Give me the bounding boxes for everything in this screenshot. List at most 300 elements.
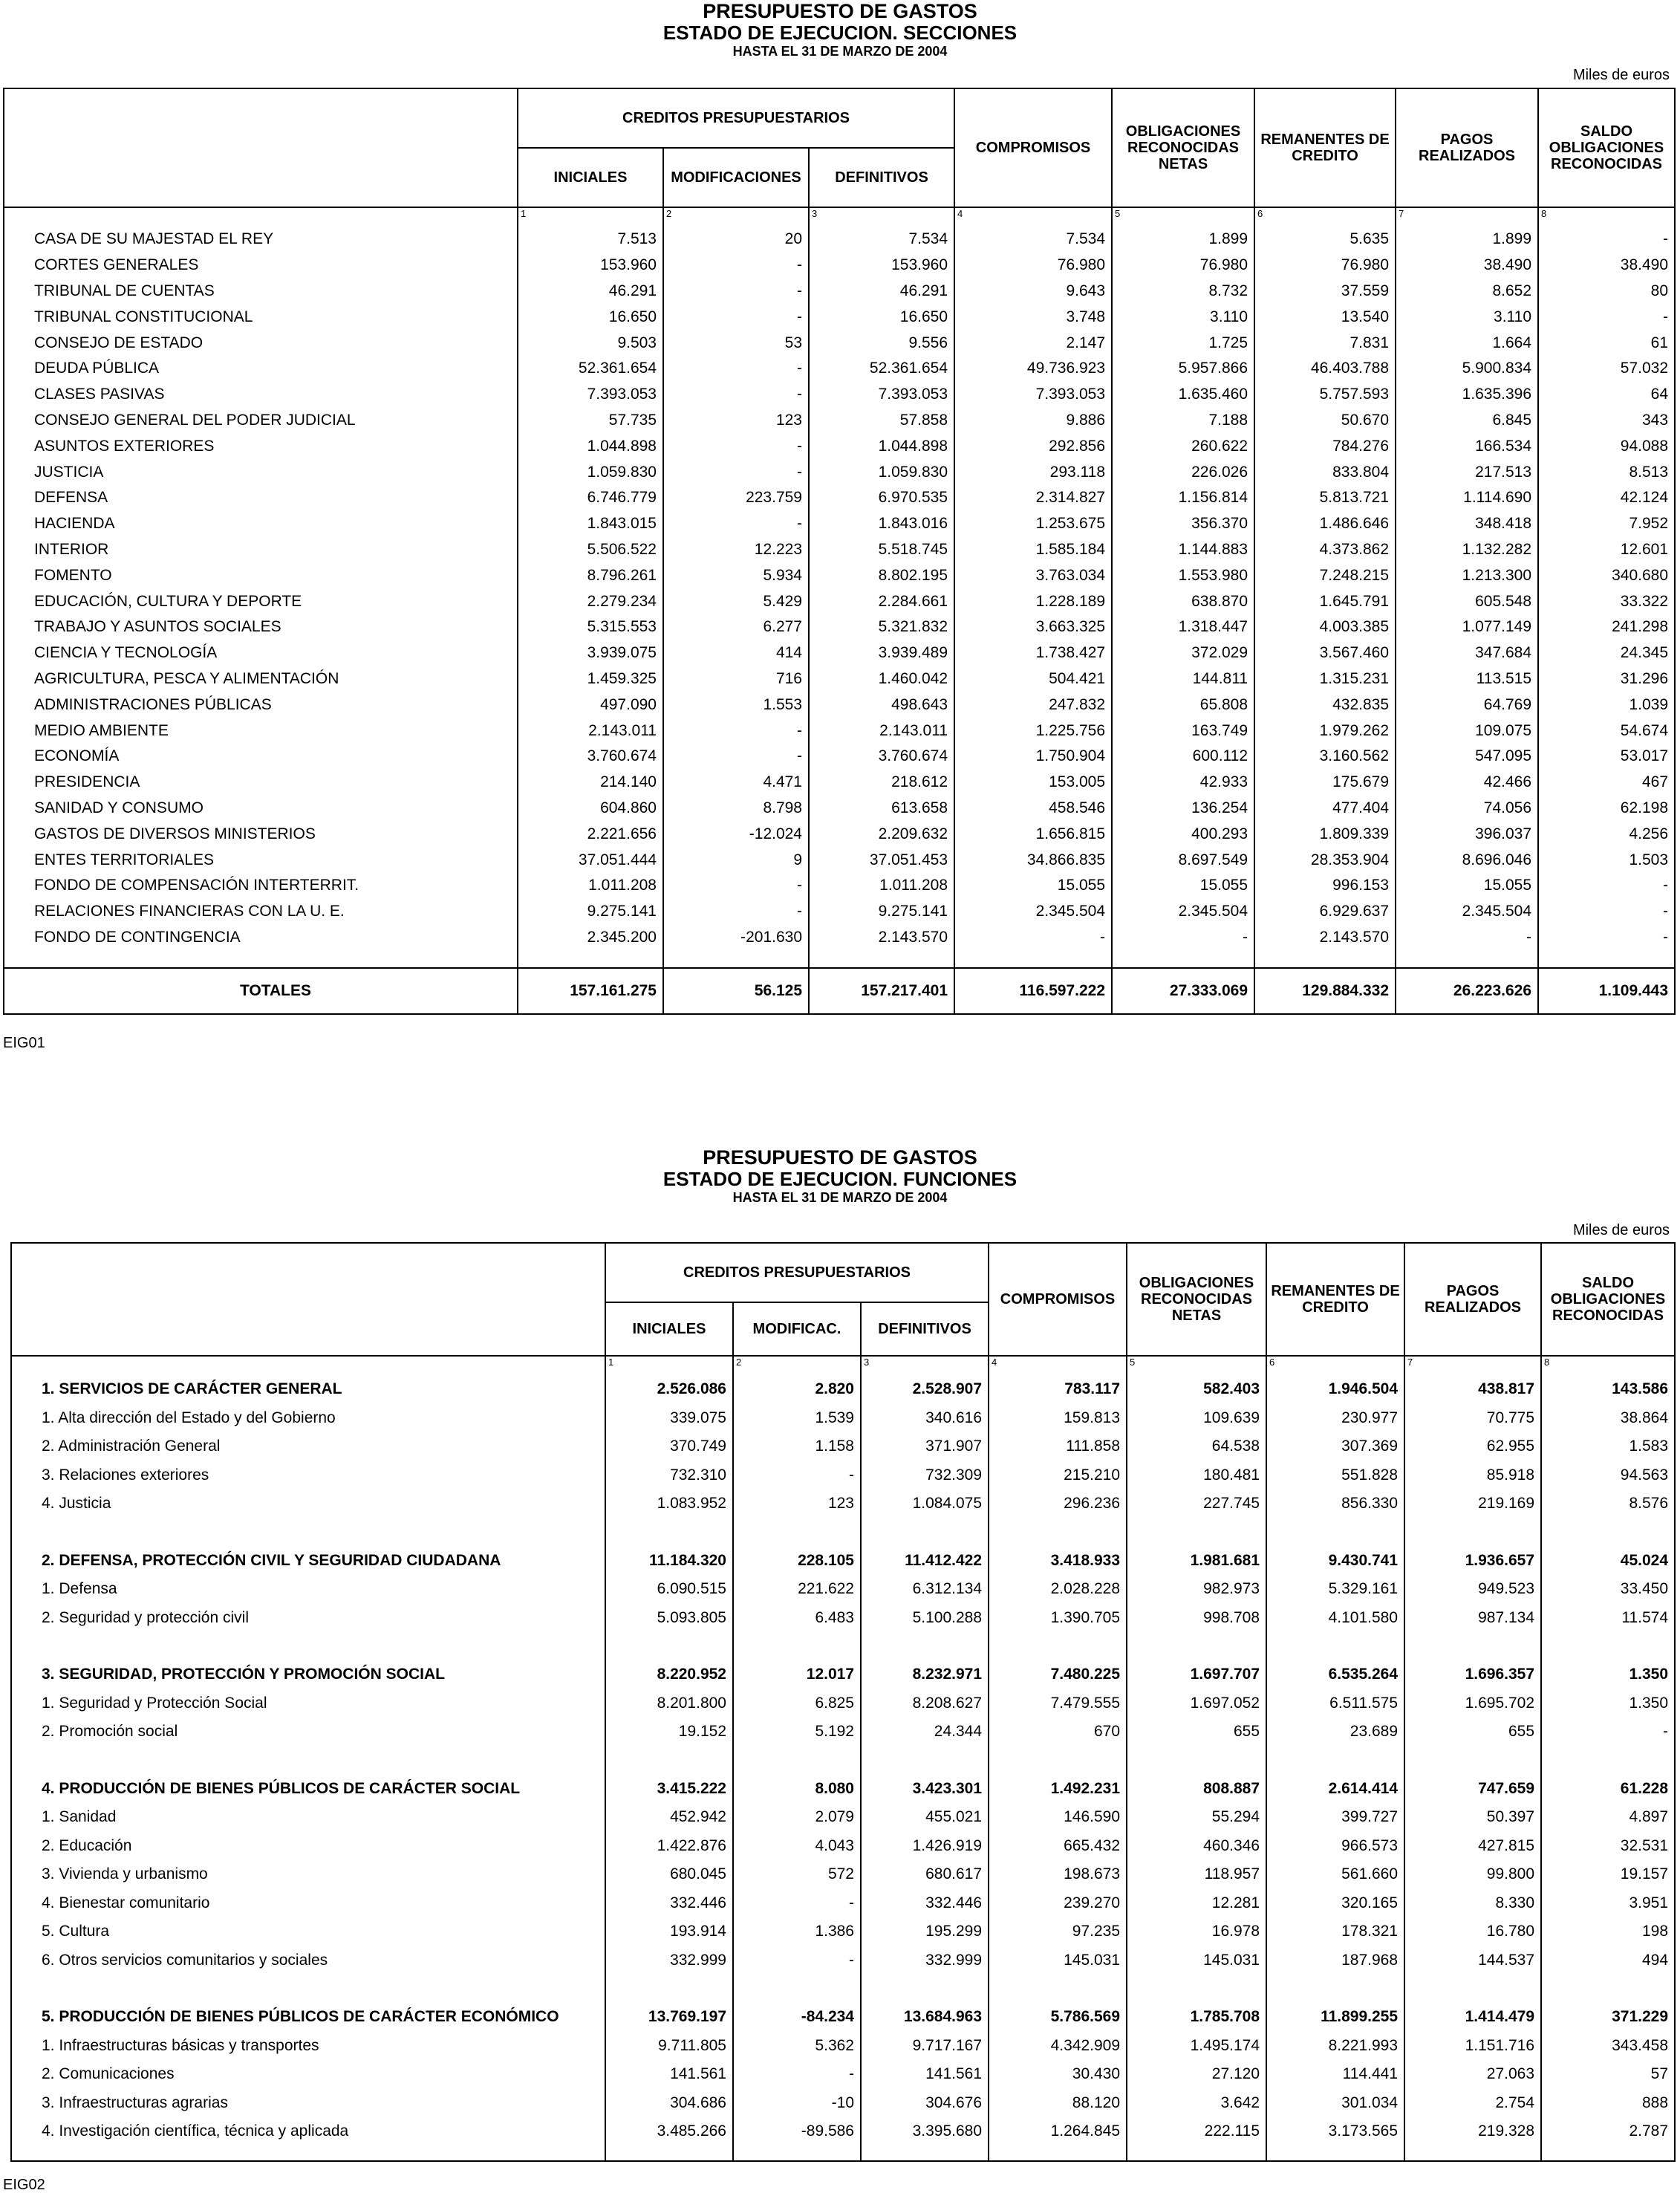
row-value: 680.045: [605, 1860, 733, 1889]
row-value: 504.421: [954, 666, 1112, 692]
row-value: 9.430.741: [1266, 1547, 1404, 1576]
row-label: CLASES PASIVAS: [4, 382, 518, 408]
row-value: 56.125: [663, 968, 809, 1014]
row-value: -: [663, 433, 809, 459]
row-value: 292.856: [954, 433, 1112, 459]
row-label: 4. Investigación científica, técnica y aplicada: [11, 2117, 605, 2146]
table-row: [4, 588, 1675, 614]
row-value: 460.346: [1127, 1832, 1266, 1861]
row-value: 46.291: [518, 279, 663, 305]
report2-header-definitivos: DEFINITIVOS: [861, 1302, 989, 1356]
row-value: 42.933: [1112, 770, 1254, 796]
column-index: 6: [1254, 207, 1396, 227]
table-row: [4, 459, 1675, 485]
row-value: 1.635.460: [1112, 382, 1254, 408]
row-value: -: [663, 253, 809, 279]
row-value: 3.173.565: [1266, 2117, 1404, 2146]
section-row: [11, 1375, 1675, 1404]
row-value: 97.235: [989, 1917, 1127, 1946]
row-value: 8.221.993: [1266, 2032, 1404, 2061]
row-value: 114.441: [1266, 2060, 1404, 2089]
report1-units: Miles de euros: [1572, 67, 1670, 83]
row-value: 6.845: [1396, 408, 1538, 434]
row-value: 2.079: [733, 1803, 861, 1832]
row-value: 57.032: [1538, 356, 1675, 382]
row-value: 3.939.489: [809, 640, 954, 666]
row-value: 655: [1127, 1718, 1266, 1747]
row-value: 438.817: [1404, 1375, 1541, 1404]
row-label: CASA DE SU MAJESTAD EL REY: [4, 227, 518, 253]
spacer-cell: [4, 950, 518, 968]
row-value: 31.296: [1538, 666, 1675, 692]
row-value: 61.228: [1541, 1775, 1675, 1804]
row-value: 19.152: [605, 1718, 733, 1747]
report2-header-blank: [11, 1243, 605, 1356]
row-value: 396.037: [1396, 821, 1538, 847]
index-blank: [11, 1356, 605, 1375]
row-label: 5. PRODUCCIÓN DE BIENES PÚBLICOS DE CARÁCTER ECONÓMICO: [11, 2003, 605, 2032]
spacer-cell: [1541, 1518, 1675, 1547]
report2-header-obligaciones: OBLIGACIONES RECONOCIDAS NETAS: [1127, 1243, 1266, 1356]
spacer-cell: [1541, 1975, 1675, 2003]
row-value: 452.942: [605, 1803, 733, 1832]
report1-header-blank: [4, 88, 518, 207]
row-value: 400.293: [1112, 821, 1254, 847]
row-value: 370.749: [605, 1432, 733, 1461]
row-value: 340.616: [861, 1404, 989, 1433]
spacer-cell: [605, 2146, 733, 2161]
row-value: 808.887: [1127, 1775, 1266, 1804]
row-value: 219.328: [1404, 2117, 1541, 2146]
row-label: 1. Defensa: [11, 1575, 605, 1604]
spacer-cell: [605, 1518, 733, 1547]
row-label: 4. Justicia: [11, 1490, 605, 1518]
row-value: 1.843.015: [518, 511, 663, 537]
table-row: [4, 279, 1675, 305]
row-value: 1.503: [1538, 847, 1675, 873]
row-value: 9.556: [809, 330, 954, 356]
row-label: DEFENSA: [4, 485, 518, 511]
row-value: 11.412.422: [861, 1547, 989, 1576]
row-value: 348.418: [1396, 511, 1538, 537]
row-label: 3. Vivienda y urbanismo: [11, 1860, 605, 1889]
row-value: 12.017: [733, 1660, 861, 1689]
row-value: 2.754: [1404, 2089, 1541, 2118]
report1-header-remanentes: REMANENTES DE CREDITO: [1254, 88, 1396, 207]
spacer-cell: [1127, 1518, 1266, 1547]
row-value: 5.429: [663, 588, 809, 614]
row-value: 33.322: [1538, 588, 1675, 614]
row-value: 37.051.444: [518, 847, 663, 873]
row-label: 1. Alta dirección del Estado y del Gobierno: [11, 1404, 605, 1433]
row-value: 7.534: [809, 227, 954, 253]
row-value: 9.275.141: [518, 899, 663, 925]
row-value: 221.622: [733, 1575, 861, 1604]
row-value: 260.622: [1112, 433, 1254, 459]
report2-title-block: [0, 1146, 1680, 1206]
row-value: 5.900.834: [1396, 356, 1538, 382]
spacer-cell: [1541, 1747, 1675, 1775]
row-value: 9.503: [518, 330, 663, 356]
row-value: 432.835: [1254, 692, 1396, 718]
row-value: 4.003.385: [1254, 614, 1396, 640]
spacer-cell: [861, 1518, 989, 1547]
spacer-cell: [663, 950, 809, 968]
row-value: 551.828: [1266, 1461, 1404, 1490]
report2-header-compromisos: COMPROMISOS: [989, 1243, 1127, 1356]
row-value: 38.864: [1541, 1404, 1675, 1433]
row-value: 1.213.300: [1396, 562, 1538, 588]
report1-table: [3, 88, 1676, 1015]
spacer-cell: [605, 1975, 733, 2003]
spacer-cell: [861, 1975, 989, 2003]
row-value: 88.120: [989, 2089, 1127, 2118]
row-value: 477.404: [1254, 796, 1396, 822]
row-label: CONSEJO DE ESTADO: [4, 330, 518, 356]
row-label: ASUNTOS EXTERIORES: [4, 433, 518, 459]
column-index: 4: [989, 1356, 1127, 1375]
row-value: 53: [663, 330, 809, 356]
row-value: 1.656.815: [954, 821, 1112, 847]
row-value: 1.664: [1396, 330, 1538, 356]
table-row: [4, 227, 1675, 253]
row-value: 57.735: [518, 408, 663, 434]
table-row: [11, 2089, 1675, 2118]
row-value: 561.660: [1266, 1860, 1404, 1889]
row-value: 2.820: [733, 1375, 861, 1404]
column-index: 7: [1404, 1356, 1541, 1375]
totals-row: [4, 968, 1675, 1014]
table-row: [4, 253, 1675, 279]
row-value: 15.055: [1396, 873, 1538, 899]
row-label: CONSEJO GENERAL DEL PODER JUDICIAL: [4, 408, 518, 434]
spacer-cell: [11, 1518, 605, 1547]
row-value: 198: [1541, 1917, 1675, 1946]
row-value: 7.248.215: [1254, 562, 1396, 588]
row-value: 9.711.805: [605, 2032, 733, 2061]
row-value: 371.907: [861, 1432, 989, 1461]
row-value: 11.184.320: [605, 1547, 733, 1576]
spacer-cell: [11, 1747, 605, 1775]
row-value: 1.158: [733, 1432, 861, 1461]
spacer-cell: [989, 2146, 1127, 2161]
row-value: 20: [663, 227, 809, 253]
row-value: 2.221.656: [518, 821, 663, 847]
row-value: 604.860: [518, 796, 663, 822]
spacer-cell: [1404, 1747, 1541, 1775]
row-value: 320.165: [1266, 1889, 1404, 1918]
row-value: 34.866.835: [954, 847, 1112, 873]
row-label: FOMENTO: [4, 562, 518, 588]
column-index: 2: [733, 1356, 861, 1375]
row-value: 141.561: [861, 2060, 989, 2089]
row-value: -12.024: [663, 821, 809, 847]
row-value: 2.787: [1541, 2117, 1675, 2146]
table-row: [11, 1946, 1675, 1975]
row-value: 111.858: [989, 1432, 1127, 1461]
row-value: 6.312.134: [861, 1575, 989, 1604]
row-value: 1.390.705: [989, 1604, 1127, 1633]
row-value: 198.673: [989, 1860, 1127, 1889]
row-value: 46.291: [809, 279, 954, 305]
group-spacer: [11, 1975, 1675, 2003]
column-index: 1: [518, 207, 663, 227]
row-label: 1. Infraestructuras básicas y transportes: [11, 2032, 605, 2061]
row-value: 8.732: [1112, 279, 1254, 305]
row-value: 52.361.654: [518, 356, 663, 382]
row-value: 8.802.195: [809, 562, 954, 588]
row-label: EDUCACIÓN, CULTURA Y DEPORTE: [4, 588, 518, 614]
row-value: 6.746.779: [518, 485, 663, 511]
row-value: 76.980: [954, 253, 1112, 279]
column-index: 3: [809, 207, 954, 227]
row-value: 1.422.876: [605, 1832, 733, 1861]
row-value: 332.446: [605, 1889, 733, 1918]
spacer-cell: [1404, 1975, 1541, 2003]
row-value: 888: [1541, 2089, 1675, 2118]
row-value: -201.630: [663, 925, 809, 951]
report1-header-definitivos: DEFINITIVOS: [809, 148, 954, 207]
row-value: 1.083.952: [605, 1490, 733, 1518]
row-value: 732.310: [605, 1461, 733, 1490]
row-label: HACIENDA: [4, 511, 518, 537]
report1-header-saldo: SALDO OBLIGACIONES RECONOCIDAS: [1538, 88, 1675, 207]
row-value: 116.597.222: [954, 968, 1112, 1014]
row-value: 1.350: [1541, 1689, 1675, 1718]
row-value: 54.674: [1538, 718, 1675, 744]
column-index: 4: [954, 207, 1112, 227]
row-value: 13.540: [1254, 304, 1396, 330]
row-value: 144.537: [1404, 1946, 1541, 1975]
row-value: 3.423.301: [861, 1775, 989, 1804]
row-value: 6.825: [733, 1689, 861, 1718]
row-value: 332.446: [861, 1889, 989, 1918]
row-value: 144.811: [1112, 666, 1254, 692]
row-value: 157.161.275: [518, 968, 663, 1014]
row-value: 2.528.907: [861, 1375, 989, 1404]
table-row: [4, 899, 1675, 925]
row-value: 94.563: [1541, 1461, 1675, 1490]
table-row: [4, 796, 1675, 822]
row-value: 2.143.570: [809, 925, 954, 951]
spacer-cell: [809, 950, 954, 968]
spacer-cell: [989, 1975, 1127, 2003]
row-value: 166.534: [1396, 433, 1538, 459]
row-value: 7.479.555: [989, 1689, 1127, 1718]
spacer-cell: [1266, 2146, 1404, 2161]
row-value: 3.110: [1112, 304, 1254, 330]
row-value: 8.652: [1396, 279, 1538, 305]
row-value: 9.275.141: [809, 899, 954, 925]
row-value: 1.486.646: [1254, 511, 1396, 537]
report2-units: Miles de euros: [1572, 1222, 1670, 1238]
row-value: 12.223: [663, 537, 809, 563]
row-value: 27.333.069: [1112, 968, 1254, 1014]
row-value: 7.831: [1254, 330, 1396, 356]
row-value: -: [1112, 925, 1254, 951]
row-value: 153.005: [954, 770, 1112, 796]
table-row: [4, 485, 1675, 511]
row-value: 9.643: [954, 279, 1112, 305]
row-value: 655: [1404, 1718, 1541, 1747]
spacer-cell: [1112, 950, 1254, 968]
row-value: 5.100.288: [861, 1604, 989, 1633]
spacer-cell: [11, 1632, 605, 1660]
row-value: 5.093.805: [605, 1604, 733, 1633]
row-value: 8.080: [733, 1775, 861, 1804]
row-value: 76.980: [1112, 253, 1254, 279]
row-value: 109.639: [1127, 1404, 1266, 1433]
row-value: 2.345.504: [954, 899, 1112, 925]
row-value: 1.044.898: [518, 433, 663, 459]
row-value: 153.960: [809, 253, 954, 279]
row-value: -10: [733, 2089, 861, 2118]
row-label: AGRICULTURA, PESCA Y ALIMENTACIÓN: [4, 666, 518, 692]
row-value: 215.210: [989, 1461, 1127, 1490]
row-value: 12.601: [1538, 537, 1675, 563]
row-value: 227.745: [1127, 1490, 1266, 1518]
row-value: 123: [663, 408, 809, 434]
row-value: 45.024: [1541, 1547, 1675, 1576]
table-row: [11, 1860, 1675, 1889]
row-value: 8.576: [1541, 1490, 1675, 1518]
row-value: 99.800: [1404, 1860, 1541, 1889]
row-value: -: [663, 304, 809, 330]
row-value: 458.546: [954, 796, 1112, 822]
row-value: 175.679: [1254, 770, 1396, 796]
row-value: 9.886: [954, 408, 1112, 434]
row-value: 2.345.200: [518, 925, 663, 951]
row-value: 3.418.933: [989, 1547, 1127, 1576]
row-label: ADMINISTRACIONES PÚBLICAS: [4, 692, 518, 718]
report2-title: PRESUPUESTO DE GASTOS: [703, 1146, 977, 1169]
row-value: 1.635.396: [1396, 382, 1538, 408]
row-value: -: [663, 382, 809, 408]
row-value: 37.559: [1254, 279, 1396, 305]
spacer-cell: [1396, 950, 1538, 968]
row-value: 70.775: [1404, 1404, 1541, 1433]
table-row: [11, 1803, 1675, 1832]
row-value: 80: [1538, 279, 1675, 305]
table-row: [4, 925, 1675, 951]
row-value: 3.763.034: [954, 562, 1112, 588]
column-index: 8: [1538, 207, 1675, 227]
row-value: -84.234: [733, 2003, 861, 2032]
spacer-cell: [605, 1747, 733, 1775]
row-value: 8.220.952: [605, 1660, 733, 1689]
row-value: 145.031: [1127, 1946, 1266, 1975]
row-value: 414: [663, 640, 809, 666]
spacer-cell: [989, 1518, 1127, 1547]
row-value: 732.309: [861, 1461, 989, 1490]
row-value: 3.395.680: [861, 2117, 989, 2146]
row-value: 2.345.504: [1112, 899, 1254, 925]
row-value: 1.539: [733, 1404, 861, 1433]
row-value: 3.951: [1541, 1889, 1675, 1918]
row-value: 332.999: [861, 1946, 989, 1975]
row-value: 8.208.627: [861, 1689, 989, 1718]
table-row: [4, 873, 1675, 899]
row-value: 3.415.222: [605, 1775, 733, 1804]
row-value: 1.785.708: [1127, 2003, 1266, 2032]
row-label: FONDO DE COMPENSACIÓN INTERTERRIT.: [4, 873, 518, 899]
row-value: 1.696.357: [1404, 1660, 1541, 1689]
row-label: RELACIONES FINANCIERAS CON LA U. E.: [4, 899, 518, 925]
row-value: 61: [1538, 330, 1675, 356]
row-value: 497.090: [518, 692, 663, 718]
row-value: 3.939.075: [518, 640, 663, 666]
row-value: 143.586: [1541, 1375, 1675, 1404]
row-value: 1.225.756: [954, 718, 1112, 744]
row-value: -: [1538, 873, 1675, 899]
report1-header-creditos: CREDITOS PRESUPUESTARIOS: [518, 88, 954, 148]
row-value: 427.815: [1404, 1832, 1541, 1861]
row-value: 1.315.231: [1254, 666, 1396, 692]
row-value: 8.513: [1538, 459, 1675, 485]
table-row: [4, 718, 1675, 744]
report2-column-index-row: [11, 1356, 1675, 1375]
row-value: 613.658: [809, 796, 954, 822]
spacer-cell: [1404, 1632, 1541, 1660]
table-row: [4, 562, 1675, 588]
row-value: 1.059.830: [809, 459, 954, 485]
table-row: [4, 511, 1675, 537]
row-value: 37.051.453: [809, 847, 954, 873]
report2-code: EIG02: [3, 2177, 45, 2193]
row-value: 15.055: [954, 873, 1112, 899]
row-label: INTERIOR: [4, 537, 518, 563]
row-value: 6.511.575: [1266, 1689, 1404, 1718]
row-value: 301.034: [1266, 2089, 1404, 2118]
column-index: 6: [1266, 1356, 1404, 1375]
row-value: 247.832: [954, 692, 1112, 718]
report2-header-iniciales: INICIALES: [605, 1302, 733, 1356]
row-value: -89.586: [733, 2117, 861, 2146]
row-value: 304.676: [861, 2089, 989, 2118]
row-label: 3. Infraestructuras agrarias: [11, 2089, 605, 2118]
row-value: 987.134: [1404, 1604, 1541, 1633]
row-label: JUSTICIA: [4, 459, 518, 485]
row-value: 4.101.580: [1266, 1604, 1404, 1633]
section-row: [11, 1660, 1675, 1689]
row-label: 3. SEGURIDAD, PROTECCIÓN Y PROMOCIÓN SOCIAL: [11, 1660, 605, 1689]
row-value: 1.843.016: [809, 511, 954, 537]
row-value: 32.531: [1541, 1832, 1675, 1861]
row-value: 1.460.042: [809, 666, 954, 692]
row-value: 8.201.800: [605, 1689, 733, 1718]
spacer-cell: [605, 1632, 733, 1660]
spacer-cell: [518, 950, 663, 968]
spacer-cell: [11, 2146, 605, 2161]
row-value: 1.725: [1112, 330, 1254, 356]
row-label: 4. Bienestar comunitario: [11, 1889, 605, 1918]
row-value: 6.483: [733, 1604, 861, 1633]
row-value: 1.492.231: [989, 1775, 1127, 1804]
table-row: [11, 1689, 1675, 1718]
row-value: 55.294: [1127, 1803, 1266, 1832]
row-value: 113.515: [1396, 666, 1538, 692]
report1-header-obligaciones: OBLIGACIONES RECONOCIDAS NETAS: [1112, 88, 1254, 207]
row-value: 1.459.325: [518, 666, 663, 692]
row-value: 64: [1538, 382, 1675, 408]
row-value: 57.858: [809, 408, 954, 434]
row-value: 307.369: [1266, 1432, 1404, 1461]
row-label: 4. PRODUCCIÓN DE BIENES PÚBLICOS DE CARÁCTER SOCIAL: [11, 1775, 605, 1804]
row-value: 600.112: [1112, 744, 1254, 770]
row-value: 1.495.174: [1127, 2032, 1266, 2061]
row-value: 638.870: [1112, 588, 1254, 614]
row-value: 1.585.184: [954, 537, 1112, 563]
